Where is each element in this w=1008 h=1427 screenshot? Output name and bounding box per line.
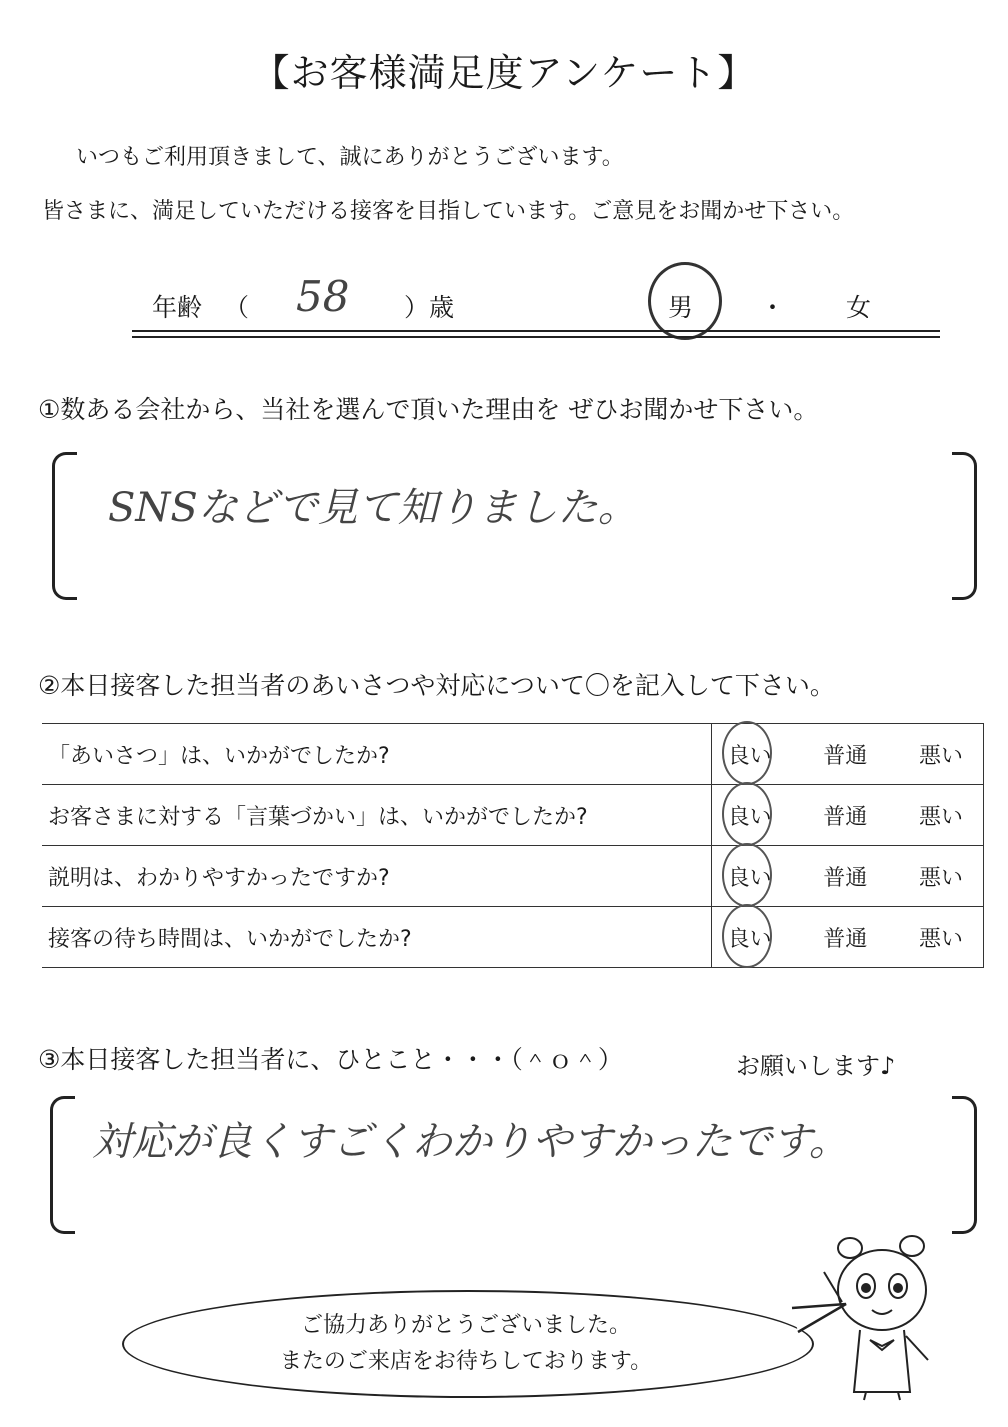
rating-question: 「あいさつ」は、いかがでしたか? — [42, 724, 711, 785]
profile-underline-1 — [132, 330, 940, 332]
age-label: 年齢 — [152, 293, 203, 322]
rating-option-good[interactable]: 良い — [728, 739, 772, 770]
q3-answer[interactable]: 対応が良くすごくわかりやすかったです。 — [92, 1119, 849, 1165]
closing-line-1: ご協力ありがとうございました。 — [300, 1313, 631, 1338]
rating-question: 接客の待ち時間は、いかがでしたか? — [42, 907, 711, 968]
profile-underline-2 — [132, 336, 940, 338]
rating-options — [711, 785, 983, 846]
table-row — [42, 724, 984, 785]
q1-answer[interactable]: SNSなどで見て知りました。 — [108, 485, 638, 531]
intro-line-2: 皆さまに、満足していただける接客を目指しています。ご意見をお聞かせ下さい。 — [42, 199, 855, 224]
rating-table — [42, 723, 984, 968]
q3-question: ③本日接客した担当者に、ひとこと・・・（＾ｏ＾） — [38, 1045, 623, 1074]
q1-bracket-right — [952, 452, 977, 600]
age-close-paren: ）歳 — [404, 293, 455, 322]
table-row — [42, 846, 984, 907]
q1-bracket-left — [52, 452, 77, 600]
closing-line-2: またのご来店をお待ちしております。 — [279, 1349, 653, 1374]
table-row — [42, 785, 984, 846]
rating-option-average[interactable]: 普通 — [823, 926, 868, 952]
rating-options — [711, 846, 983, 907]
rating-option-average[interactable]: 普通 — [823, 865, 868, 891]
rating-options — [711, 724, 983, 785]
q1-question: ①数ある会社から、当社を選んで頂いた理由を ぜひお聞かせ下さい。 — [38, 395, 819, 424]
gender-male[interactable]: 男 — [668, 293, 694, 322]
rating-question: お客さまに対する「言葉づかい」は、いかがでしたか? — [42, 785, 711, 846]
gender-separator: ・ — [760, 293, 786, 322]
gender-female[interactable]: 女 — [846, 293, 872, 322]
q3-bracket-left — [50, 1096, 75, 1234]
age-open-paren: （ — [224, 293, 250, 322]
rating-option-average[interactable]: 普通 — [823, 804, 868, 830]
rating-option-good[interactable]: 良い — [728, 861, 772, 892]
rating-question: 説明は、わかりやすかったですか? — [42, 846, 711, 907]
rating-option-average[interactable]: 普通 — [823, 743, 868, 769]
intro-line-1: いつもご利用頂きまして、誠にありがとうございます。 — [76, 145, 624, 170]
survey-title: 【お客様満足度アンケート】 — [251, 51, 757, 95]
q3-bracket-right — [952, 1096, 977, 1234]
age-value[interactable]: 58 — [296, 272, 350, 321]
rating-option-bad[interactable]: 悪い — [918, 804, 963, 830]
rating-option-bad[interactable]: 悪い — [918, 865, 963, 891]
rating-option-bad[interactable]: 悪い — [918, 926, 963, 952]
q2-question: ②本日接客した担当者のあいさつや対応について〇を記入して下さい。 — [38, 671, 835, 700]
mascot-icon — [820, 1232, 950, 1402]
rating-option-good[interactable]: 良い — [728, 800, 772, 831]
table-row — [42, 907, 984, 968]
rating-options — [711, 907, 983, 968]
rating-option-good[interactable]: 良い — [728, 922, 772, 953]
q3-request: お願いします♪ — [736, 1052, 896, 1080]
rating-option-bad[interactable]: 悪い — [918, 743, 963, 769]
